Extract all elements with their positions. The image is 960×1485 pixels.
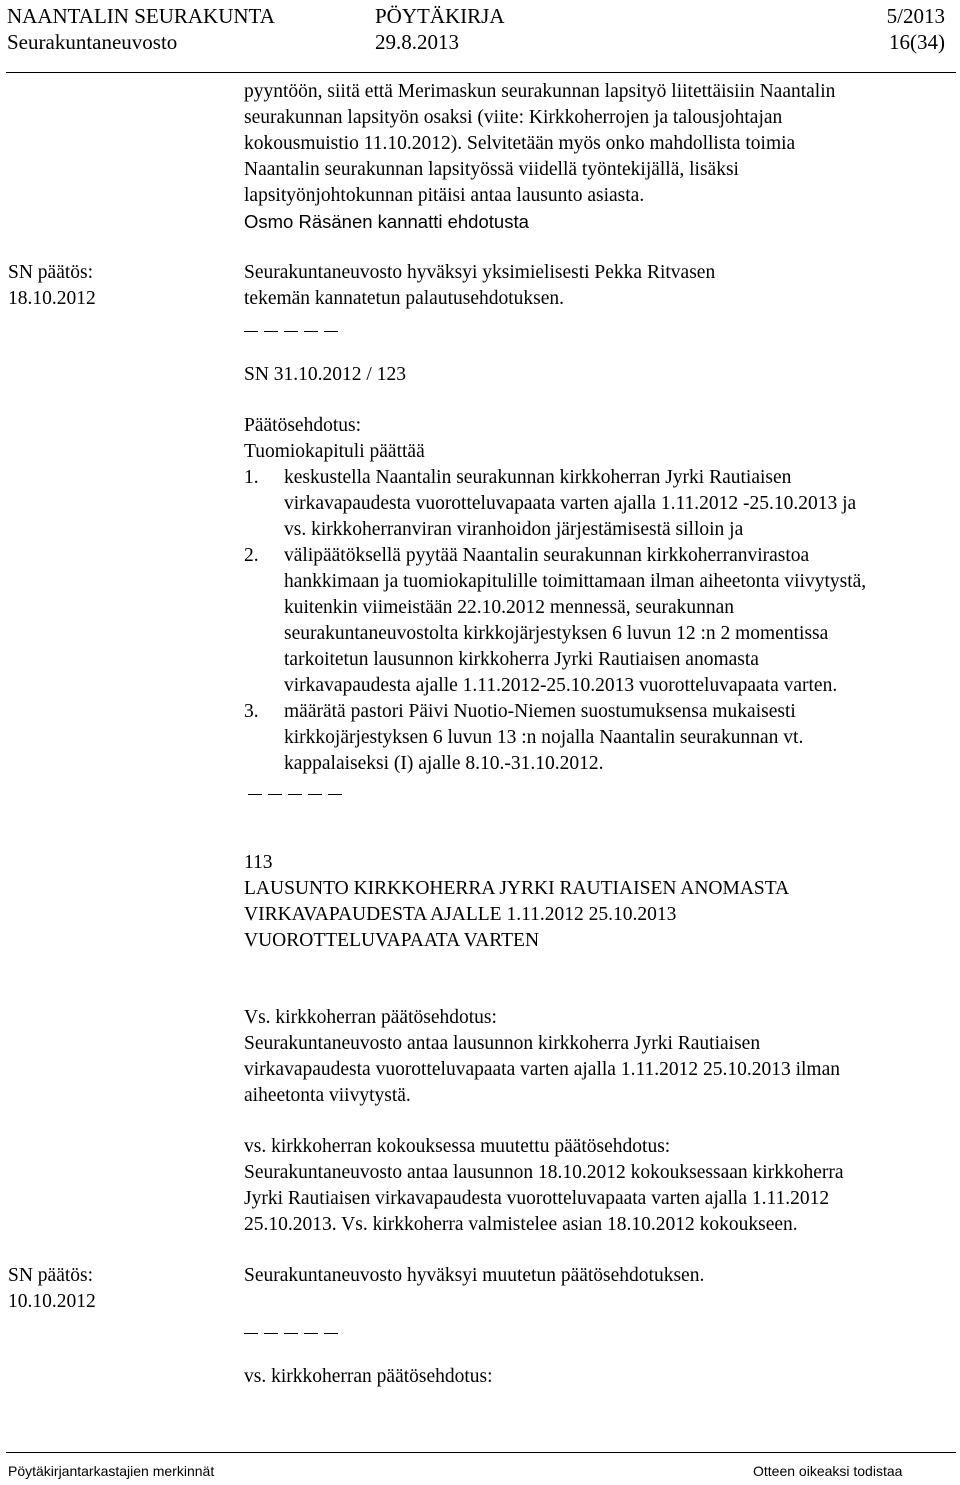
footer-left: Pöytäkirjantarkastajien merkinnät <box>8 1463 215 1479</box>
item-line: kirkkojärjestyksen 6 luvun 13 :n nojalla Naantalin seurakunnan vt. <box>284 727 804 748</box>
item-line: virkavapaudesta ajalle 1.11.2012-25.10.2013 vuorotteluvapaata varten. <box>284 675 838 696</box>
vs-proposal-line: aiheetonta viivytystä. <box>244 1085 411 1106</box>
support-note: Osmo Räsänen kannatti ehdotusta <box>244 211 529 232</box>
decision-text: Seurakuntaneuvosto hyväksyi yksimielisesti Pekka Ritvasen <box>244 262 716 283</box>
item-line: määrätä pastori Päivi Nuotio-Niemen suostumuksensa mukaisesti <box>284 701 796 722</box>
section-title: VIRKAVAPAUDESTA AJALLE 1.11.2012 25.10.2013 <box>244 904 677 925</box>
vs-proposal-line: virkavapaudesta vuorotteluvapaata varten ajalla 1.11.2012 25.10.2013 ilman <box>244 1059 841 1080</box>
item-line: tarkoitetun lausunnon kirkkoherra Jyrki Rautiaisen anomasta <box>284 649 759 670</box>
organization-name: NAANTALIN SEURAKUNTA <box>7 4 275 28</box>
footer-right: Otteen oikeaksi todistaa <box>753 1463 903 1479</box>
document-header <box>7 4 945 28</box>
intro-line: kokousmuistio 11.10.2012). Selvitetään myös onko mahdollista toimia <box>244 133 796 154</box>
intro-line: pyyntöön, siitä että Merimaskun seurakunnan lapsityö liitettäisiin Naantalin <box>244 81 836 102</box>
section-number: 113 <box>244 852 273 873</box>
decision-text: tekemän kannatetun palautusehdotuksen. <box>244 288 565 309</box>
item-line: virkavapaudesta vuorotteluvapaata varten ajalla 1.11.2012 -25.10.2013 ja <box>284 493 857 514</box>
reference: SN 31.10.2012 / 123 <box>244 364 406 385</box>
modified-proposal-line: Seurakuntaneuvosto antaa lausunnon 18.10.2012 kokouksessaan kirkkoherra <box>244 1162 844 1183</box>
modified-proposal-heading: vs. kirkkoherran kokouksessa muutettu päätösehdotus: <box>244 1136 671 1157</box>
item-line: vs. kirkkoherranviran viranhoidon järjestämisestä silloin ja <box>284 519 744 540</box>
intro-line: lapsityönjohtokunnan pitäisi antaa lausunto asiasta. <box>244 185 645 206</box>
decision-text: Seurakuntaneuvosto hyväksyi muutetun päätösehdotuksen. <box>244 1265 705 1286</box>
modified-proposal-line: 25.10.2013. Vs. kirkkoherra valmistelee asian 18.10.2012 kokoukseen. <box>244 1214 798 1235</box>
intro-line: seurakunnan lapsityön osaksi (viite: Kirkkoherrojen ja talousjohtajan <box>244 107 783 128</box>
item-line: välipäätöksellä pyytää Naantalin seurakunnan kirkkoherranvirastoa <box>284 545 810 566</box>
item-number: 1. <box>244 467 259 488</box>
item-line: kuitenkin viimeistään 22.10.2012 mennessä, seurakunnan <box>284 597 735 618</box>
decision-label: SN päätös: <box>8 1265 94 1286</box>
vs-proposal-heading-2: vs. kirkkoherran päätösehdotus: <box>244 1366 493 1387</box>
intro-line: Naantalin seurakunnan lapsityössä viidellä työntekijällä, lisäksi <box>244 159 739 180</box>
header-rule <box>6 72 956 73</box>
vs-proposal-line: Seurakuntaneuvosto antaa lausunnon kirkkoherra Jyrki Rautiaisen <box>244 1033 761 1054</box>
governing-body: Seurakuntaneuvosto <box>7 30 178 54</box>
section-title: VUOROTTELUVAPAATA VARTEN <box>244 930 540 951</box>
proposal-heading: Päätösehdotus: <box>244 415 361 436</box>
decision-date: 18.10.2012 <box>8 288 96 309</box>
document-type: PÖYTÄKIRJA <box>375 4 505 28</box>
item-number: 2. <box>244 545 259 566</box>
meeting-date: 29.8.2013 <box>375 30 459 54</box>
item-line: seurakuntaneuvostolta kirkkojärjestyksen 6 luvun 12 :n 2 momentissa <box>284 623 829 644</box>
issue-number: 5/2013 <box>886 4 945 28</box>
vs-proposal-heading: Vs. kirkkoherran päätösehdotus: <box>244 1007 497 1028</box>
page-number: 16(34) <box>889 30 945 54</box>
proposal-intro: Tuomiokapituli päättää <box>244 441 425 462</box>
modified-proposal-line: Jyrki Rautiaisen virkavapaudesta vuorotteluvapaata varten ajalla 1.11.2012 <box>244 1188 830 1209</box>
item-line: hankkimaan ja tuomiokapitulille toimittamaan ilman aiheetonta viivytystä, <box>284 571 867 592</box>
decision-date: 10.10.2012 <box>8 1291 96 1312</box>
decision-label: SN päätös: <box>8 262 94 283</box>
footer-rule <box>6 1452 956 1453</box>
document-subheader <box>7 30 945 54</box>
item-number: 3. <box>244 701 259 722</box>
item-line: kappalaiseksi (I) ajalle 8.10.-31.10.2012. <box>284 753 604 774</box>
item-line: keskustella Naantalin seurakunnan kirkkoherran Jyrki Rautiaisen <box>284 467 792 488</box>
section-title: LAUSUNTO KIRKKOHERRA JYRKI RAUTIAISEN ANOMASTA <box>244 878 790 899</box>
